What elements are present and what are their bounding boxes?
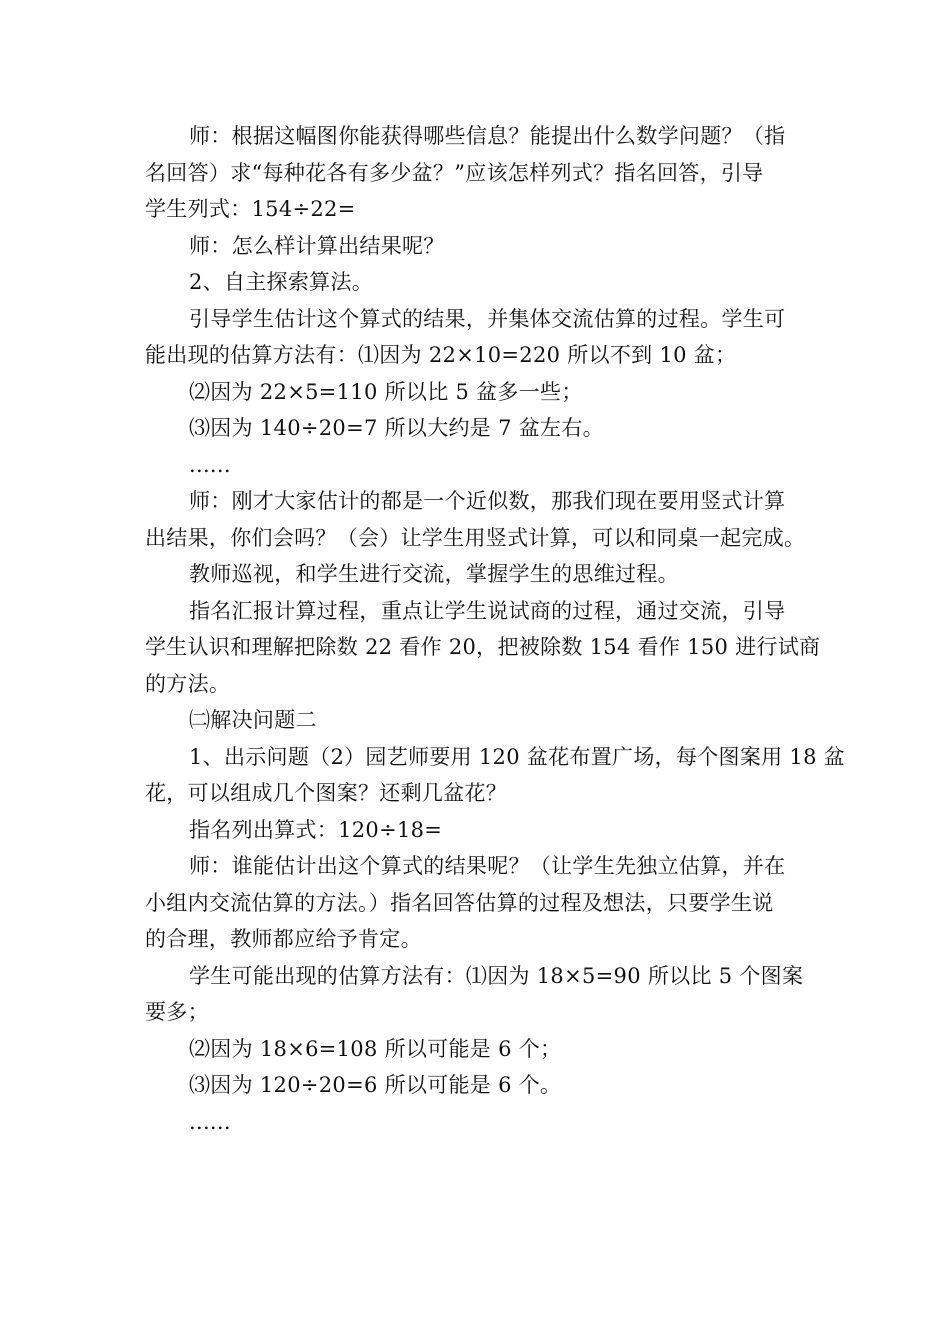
- text-line: 教师巡视，和学生进行交流，掌握学生的思维过程。: [189, 562, 679, 586]
- document-body: [145, 118, 846, 1140]
- text-line: ⑶因为 140÷20=7 所以大约是 7 盆左右。: [189, 416, 604, 440]
- text-line: 小组内交流估算的方法。）指名回答估算的过程及想法，只要学生说: [145, 890, 774, 915]
- text-line: 2、自主探索算法。: [189, 270, 374, 294]
- text-line: 指名列出算式：120÷18=: [189, 817, 443, 842]
- text-line: ⑵因为 18×6=108 所以可能是 6 个；: [189, 1036, 562, 1061]
- text-line: 指名汇报计算过程，重点让学生说试商的过程，通过交流，引导: [189, 598, 786, 623]
- text-line: 能出现的估算方法有：⑴因为 22×10=220 所以不到 10 盆；: [145, 343, 737, 367]
- text-line: 师：根据这幅图你能获得哪些信息？能提出什么数学问题？（指: [189, 124, 786, 148]
- text-line: ㈡解决问题二: [189, 708, 317, 732]
- text-line: 出结果，你们会吗？（会）让学生用竖式计算，可以和同桌一起完成。: [145, 525, 806, 550]
- text-line: 要多；: [145, 1000, 209, 1024]
- text-line: ......: [189, 1109, 231, 1134]
- text-line: 学生可能出现的估算方法有：⑴因为 18×5=90 所以比 5 个图案: [189, 963, 804, 988]
- text-line: ......: [189, 452, 231, 477]
- text-line: 花，可以组成几个图案？还剩几盆花？: [145, 781, 508, 805]
- text-line: 学生列式：154÷22=: [145, 197, 356, 221]
- text-line: 学生认识和理解把除数 22 看作 20，把被除数 154 看作 150 进行试商: [145, 635, 821, 659]
- text-line: 引导学生估计这个算式的结果，并集体交流估算的过程。学生可: [189, 306, 786, 331]
- text-line: 师：怎么样计算出结果呢？: [189, 233, 445, 258]
- text-line: 师：谁能估计出这个算式的结果呢？（让学生先独立估算，并在: [189, 854, 786, 878]
- text-line: 名回答）求“每种花各有多少盆？”应该怎样列式？指名回答，引导: [145, 160, 764, 185]
- text-line: 1、出示问题（2）园艺师要用 120 盆花布置广场，每个图案用 18 盆: [189, 744, 846, 769]
- text-line: 的合理，教师都应给予肯定。: [145, 927, 422, 951]
- text-line: 的方法。: [145, 671, 231, 696]
- text-line: ⑶因为 120÷20=6 所以可能是 6 个。: [189, 1073, 562, 1097]
- text-line: ⑵因为 22×5=110 所以比 5 盆多一些；: [189, 379, 583, 404]
- text-line: 师：刚才大家估计的都是一个近似数，那我们现在要用竖式计算: [189, 489, 786, 513]
